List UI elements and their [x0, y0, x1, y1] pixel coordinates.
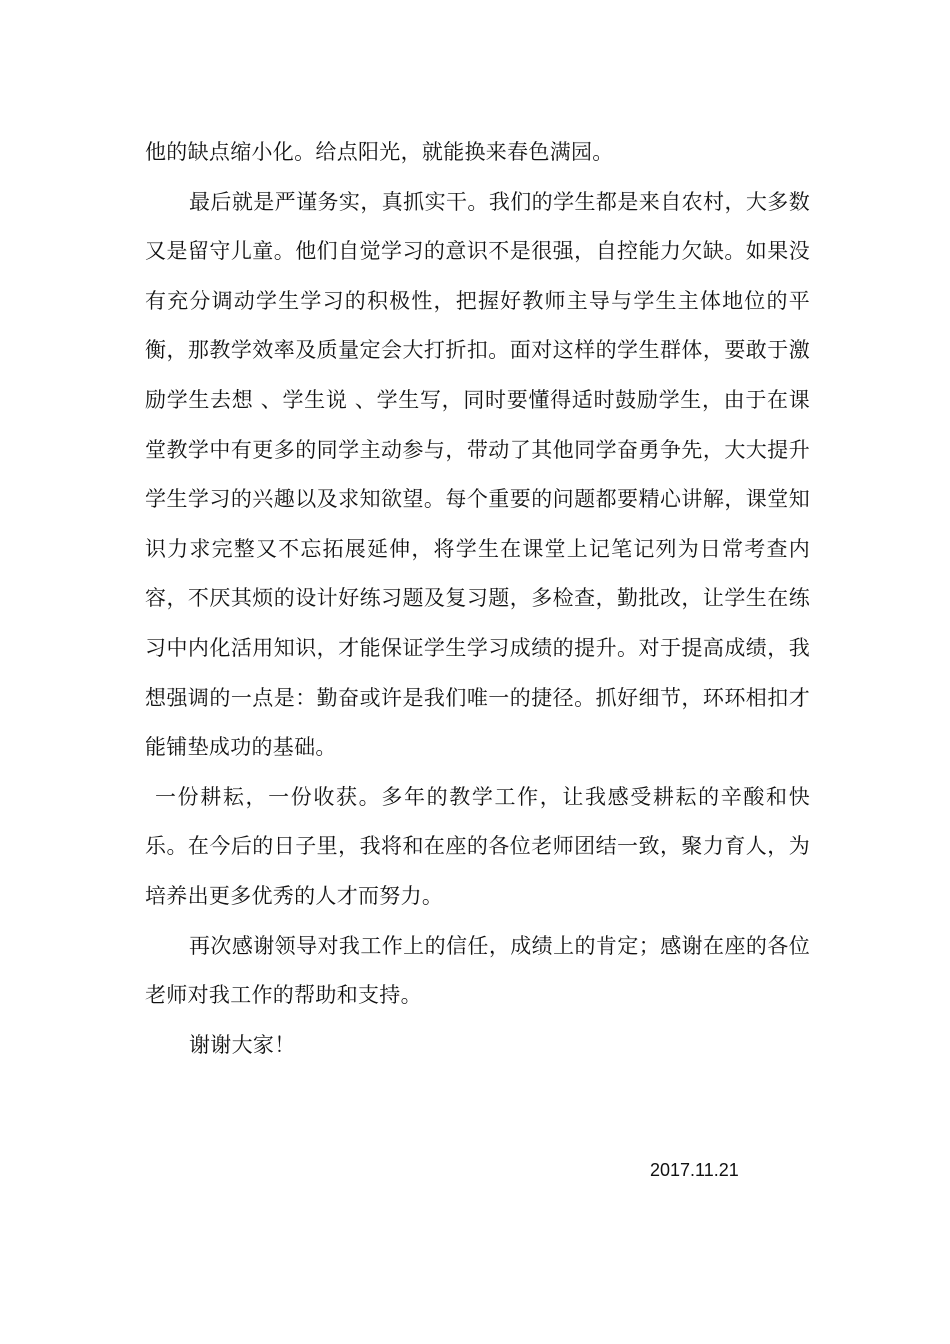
paragraph-harvest: 一份耕耘，一份收获。多年的教学工作，让我感受耕耘的辛酸和快乐。在今后的日子里，我将和在座的各位老师团结一致，聚力育人，为培养出更多优秀的人才而努力。	[145, 784, 810, 908]
paragraph-thanks: 再次感谢领导对我工作上的信任，成绩上的肯定；感谢在座的各位老师对我工作的帮助和支持。	[145, 933, 810, 1008]
paragraph-diligence: 最后就是严谨务实，真抓实干。我们的学生都是来自农村，大多数又是留守儿童。他们自觉学习的意识不是很强，自控能力欠缺。如果没有充分调动学生学习的积极性，把握好教师主导与学生主体地位的平衡，那教学效率及质量定会大打折扣。面对这样的学生群体，要敢于激励学生去想 、学生说 、学生写，同时要懂得适时鼓励学生，由于在课堂教学中有更多的同学主动参与，带动了其他同学奋勇争先，大大提升学生学习的兴趣以及求知欲望。每个重要的问题都要精心讲解，课堂知识力求完整又不忘拓展延伸，将学生在课堂上记笔记列为日常考查内容，不厌其烦的设计好练习题及复习题，多检查，勤批改，让学生在练习中内化活用知识，才能保证学生学习成绩的提升。对于提高成绩，我想强调的一点是：勤奋或许是我们唯一的捷径。抓好细节，环环相扣才能铺垫成功的基础。	[145, 189, 810, 760]
paragraph-continued: 他的缺点缩小化。给点阳光，就能换来春色满园。	[145, 140, 614, 164]
paragraph-closing: 谢谢大家！	[189, 1032, 296, 1057]
document-date: 2017.11.21	[650, 1160, 739, 1180]
document-body	[145, 128, 810, 1070]
